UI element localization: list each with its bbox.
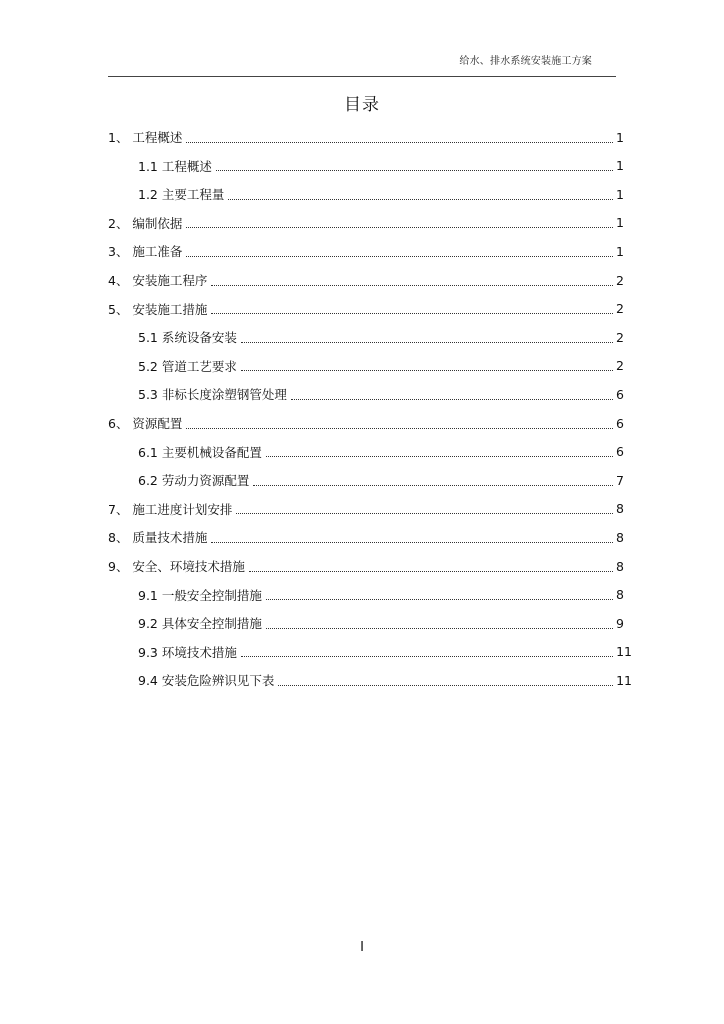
toc-entry-label: 5.2 管道工艺要求 (138, 358, 237, 374)
toc-dot-leader (228, 199, 613, 200)
toc-dot-leader (266, 599, 613, 600)
toc-entry[interactable] (138, 612, 624, 634)
toc-dot-leader (186, 256, 613, 257)
toc-entry-page: 8 (616, 587, 624, 603)
toc-entry[interactable] (138, 584, 624, 606)
toc-dot-leader (241, 656, 613, 657)
toc-entry-label: 5.1 系统设备安装 (138, 330, 237, 346)
header-rule (108, 76, 616, 77)
toc-entry[interactable] (138, 326, 624, 348)
toc-dot-leader (186, 428, 613, 429)
toc-entry[interactable] (108, 412, 624, 434)
toc-dot-leader (241, 342, 613, 343)
toc-entry-label: 6.1 主要机械设备配置 (138, 444, 262, 460)
toc-entry[interactable] (108, 212, 624, 234)
toc-entry-page: 9 (616, 615, 624, 631)
toc-entry-label: 5.3 非标长度涂塑钢管处理 (138, 387, 287, 403)
toc-entry-page: 2 (616, 329, 624, 345)
toc-entry[interactable] (108, 269, 624, 291)
toc-entry-page: 6 (616, 415, 624, 431)
toc-entry-page: 6 (616, 386, 624, 402)
toc-entry-label: 1.1 工程概述 (138, 158, 212, 174)
toc-entry-page: 11 (616, 644, 632, 660)
toc-entry-page: 8 (616, 529, 624, 545)
toc-entry-page: 11 (616, 672, 632, 688)
toc-entry[interactable] (108, 298, 624, 320)
toc-entry-label: 6、 资源配置 (108, 416, 183, 431)
toc-entry-page: 7 (616, 472, 624, 488)
toc-entry-page: 2 (616, 272, 624, 288)
toc-entry[interactable] (138, 441, 624, 463)
toc-entry-page: 6 (616, 444, 624, 460)
toc-dot-leader (249, 571, 613, 572)
toc-entry-page: 1 (616, 215, 624, 231)
toc-entry[interactable] (138, 641, 632, 663)
toc-entry[interactable] (138, 155, 624, 177)
toc-entry-label: 1、 工程概述 (108, 130, 183, 145)
toc-entry-page: 2 (616, 358, 624, 374)
toc-entry-label: 7、 施工进度计划安排 (108, 501, 233, 517)
toc-dot-leader (186, 142, 613, 143)
toc-entry-page: 1 (616, 129, 624, 145)
toc-entry[interactable] (108, 555, 624, 577)
toc-dot-leader (266, 456, 613, 457)
toc-entry[interactable] (138, 383, 624, 405)
toc-dot-leader (253, 485, 613, 486)
toc-entry[interactable] (138, 183, 624, 205)
toc-entry-label: 9.2 具体安全控制措施 (138, 616, 262, 632)
toc-entry[interactable] (138, 469, 624, 491)
toc-entry[interactable] (108, 126, 624, 148)
toc-entry[interactable] (108, 240, 624, 262)
toc-title: 目录 (344, 95, 380, 115)
footer-page-number: I (360, 940, 364, 955)
toc-dot-leader (211, 542, 613, 543)
toc-dot-leader (186, 227, 613, 228)
toc-dot-leader (266, 628, 613, 629)
toc-entry-label: 4、 安装施工程序 (108, 273, 208, 288)
toc-entry[interactable] (138, 355, 624, 377)
running-header: 给水、排水系统安装施工方案 (459, 56, 592, 67)
toc-entry-label: 3、 施工准备 (108, 244, 183, 260)
toc-entry-label: 8、 质量技术措施 (108, 530, 208, 546)
toc-entry[interactable] (138, 669, 632, 691)
toc-entry-page: 8 (616, 558, 624, 574)
toc-entry-label: 9.4 安装危险辨识见下表 (138, 673, 275, 689)
toc-entry-label: 5、 安装施工措施 (108, 301, 208, 317)
toc-entry-page: 2 (616, 301, 624, 317)
toc-entry-label: 9、 安全、环境技术措施 (108, 559, 245, 574)
toc-entry[interactable] (108, 526, 624, 548)
toc-entry-page: 1 (616, 186, 624, 202)
toc-dot-leader (211, 313, 613, 314)
toc-entry-page: 8 (616, 501, 624, 517)
toc-dot-leader (216, 170, 613, 171)
toc-dot-leader (241, 370, 613, 371)
toc-dot-leader (211, 285, 613, 286)
toc-entry-label: 1.2 主要工程量 (138, 187, 225, 203)
toc-entry-page: 1 (616, 158, 624, 174)
toc-entry-label: 6.2 劳动力资源配置 (138, 473, 250, 489)
toc-entry-label: 9.1 一般安全控制措施 (138, 587, 262, 603)
toc-entry-label: 2、 编制依据 (108, 215, 183, 231)
toc-dot-leader (291, 399, 613, 400)
toc-dot-leader (236, 513, 613, 514)
toc-dot-leader (278, 685, 613, 686)
toc-entry-page: 1 (616, 243, 624, 259)
toc-entry[interactable] (108, 498, 624, 520)
toc-entry-label: 9.3 环境技术措施 (138, 644, 237, 660)
